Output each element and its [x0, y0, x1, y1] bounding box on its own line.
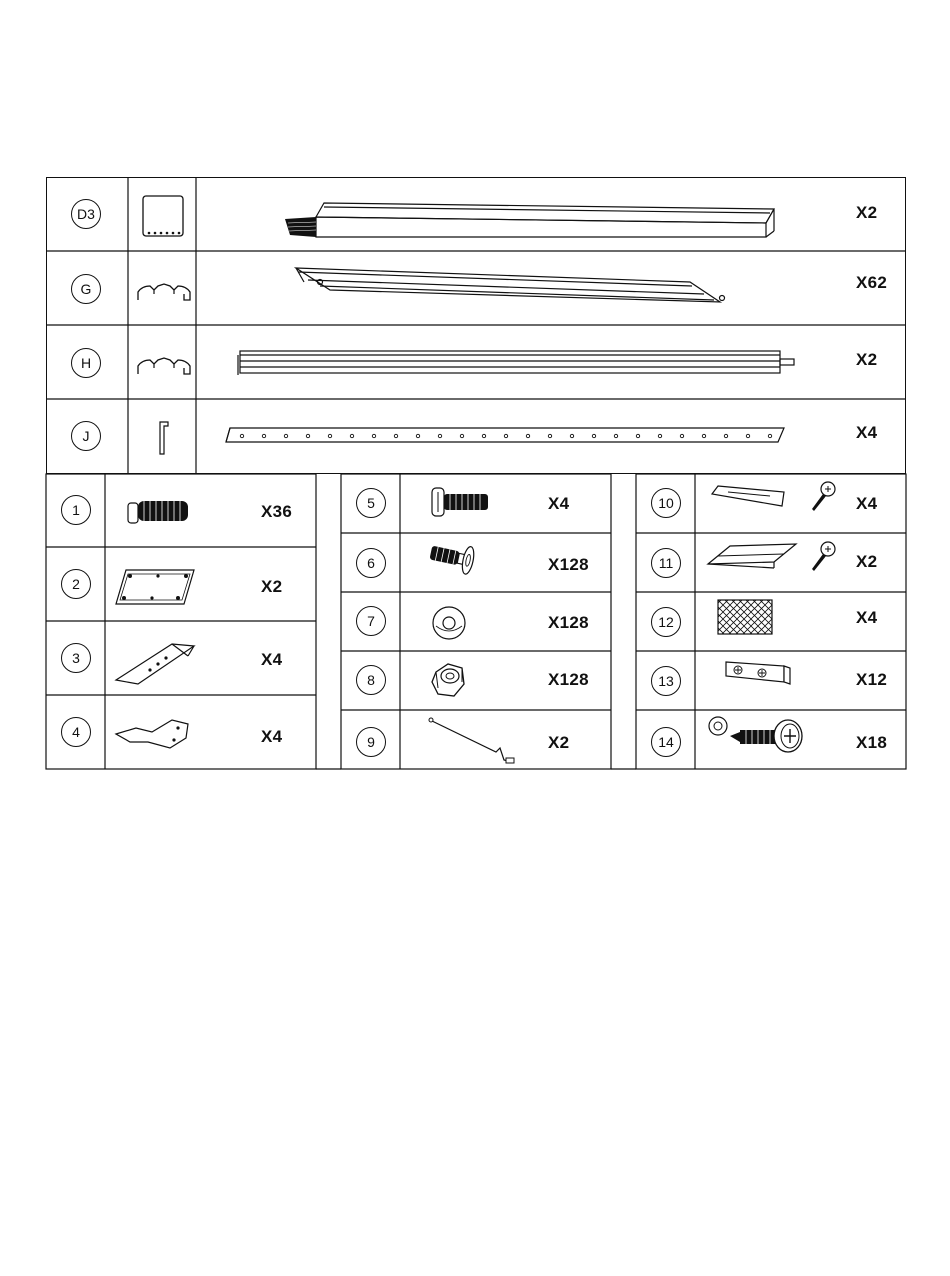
quantity-label: X4 — [856, 608, 878, 627]
part-id-badge: D3 — [71, 199, 101, 229]
screw-icon — [806, 479, 840, 515]
part-id-badge: J — [71, 421, 101, 451]
quantity-label: X4 — [261, 650, 283, 669]
quantity-label: X128 — [548, 613, 589, 632]
angle-plate-drawing — [112, 638, 198, 688]
part-id-badge: G — [71, 274, 101, 304]
quantity-label: X62 — [856, 273, 888, 292]
square-tube-drawing — [280, 195, 790, 245]
quantity-label: X2 — [856, 203, 878, 222]
self-drilling-screw-drawing — [704, 712, 808, 756]
quantity-label: X12 — [856, 670, 888, 689]
part-id-badge: 2 — [61, 569, 91, 599]
quantity-label: X36 — [261, 502, 293, 521]
quantity-label: X128 — [548, 670, 589, 689]
part-id-badge: 1 — [61, 495, 91, 525]
part-id-badge: 13 — [651, 666, 681, 696]
quantity-label: X4 — [261, 727, 283, 746]
part-id-badge: 4 — [61, 717, 91, 747]
part-id-badge: 14 — [651, 727, 681, 757]
part-id-badge: 6 — [356, 548, 386, 578]
joint-connector-drawing — [722, 656, 794, 690]
omega-rail-drawing — [290, 262, 730, 314]
quantity-label: X4 — [856, 494, 878, 513]
angle-section-icon — [156, 420, 172, 456]
part-id-badge: 11 — [651, 548, 681, 578]
part-id-badge: H — [71, 348, 101, 378]
part-id-badge: 9 — [356, 727, 386, 757]
hex-nut-drawing — [428, 658, 470, 704]
part-id-badge: 7 — [356, 606, 386, 636]
quantity-label: X2 — [856, 350, 878, 369]
washer-drawing — [430, 604, 468, 642]
quantity-label: X18 — [856, 733, 888, 752]
quantity-label: X128 — [548, 555, 589, 574]
bolt-drawing — [428, 484, 492, 520]
part-id-badge: 10 — [651, 488, 681, 518]
square-tube-section-icon — [140, 193, 186, 239]
part-id-badge: 12 — [651, 607, 681, 637]
corner-plate-drawing — [112, 716, 192, 752]
omega-section-icon — [134, 280, 194, 306]
perforated-angle-drawing — [222, 424, 790, 448]
quantity-label: X2 — [261, 577, 283, 596]
ridge-flashing-drawing — [704, 540, 798, 572]
quantity-label: X4 — [548, 494, 570, 513]
omega-rail-straight-drawing — [232, 345, 802, 381]
part-id-badge: 8 — [356, 665, 386, 695]
shoulder-bolt-drawing — [426, 538, 478, 580]
part-id-badge: 5 — [356, 488, 386, 518]
omega-section-icon — [134, 354, 194, 380]
connector-plate-drawing — [112, 566, 198, 608]
part-id-badge: 3 — [61, 643, 91, 673]
quantity-label: X2 — [856, 552, 878, 571]
crank-rod-drawing — [424, 714, 516, 766]
flashing-strip-drawing — [708, 482, 790, 512]
quantity-label: X2 — [548, 733, 570, 752]
threaded-bolt-drawing — [124, 497, 194, 527]
mesh-pad-drawing — [716, 598, 774, 636]
quantity-label: X4 — [856, 423, 878, 442]
screw-icon — [806, 539, 840, 575]
